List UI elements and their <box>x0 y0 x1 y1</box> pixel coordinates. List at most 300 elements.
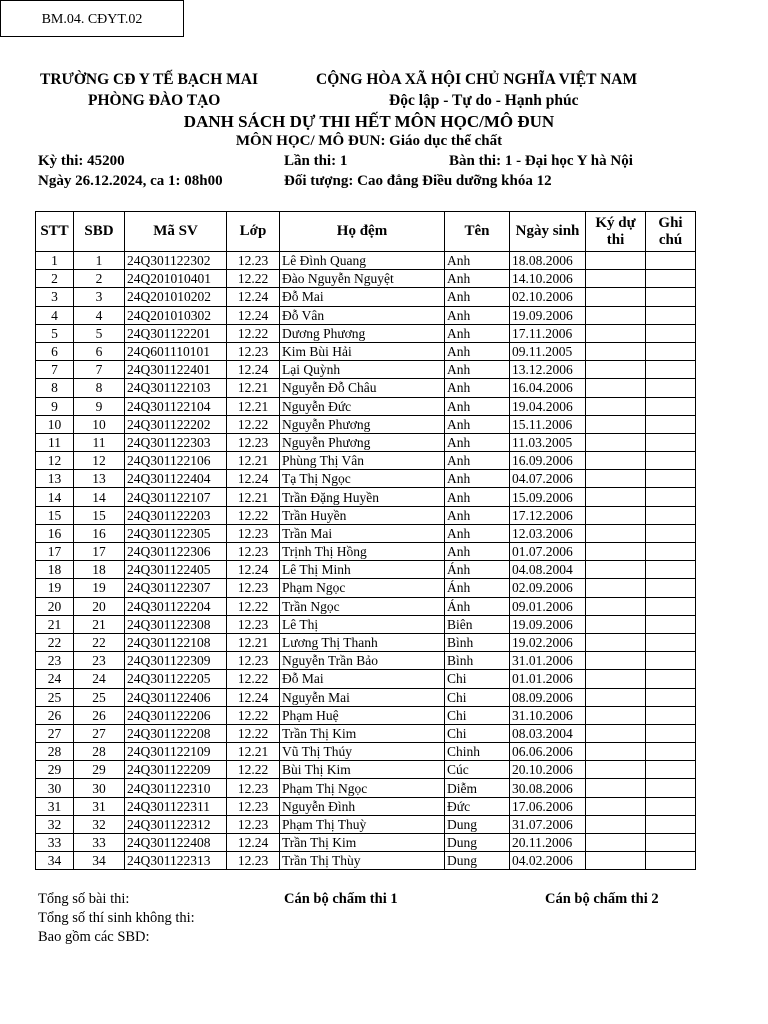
cell-student-id: 24Q301122204 <box>125 597 227 615</box>
cell-given-name: Anh <box>445 324 510 342</box>
cell-given-name: Anh <box>445 306 510 324</box>
cell-signature <box>586 524 646 542</box>
cell-student-id: 24Q301122401 <box>125 361 227 379</box>
cell-birthdate: 08.03.2004 <box>510 724 586 742</box>
cell-stt: 5 <box>36 324 74 342</box>
cell-surname: Trịnh Thị Hồng <box>280 543 445 561</box>
cell-student-id: 24Q301122405 <box>125 561 227 579</box>
cell-class: 12.23 <box>227 342 280 360</box>
cell-signature <box>586 670 646 688</box>
cell-signature <box>586 724 646 742</box>
cell-note <box>646 834 696 852</box>
cell-class: 12.23 <box>227 779 280 797</box>
national-motto: Độc lập - Tự do - Hạnh phúc <box>389 92 579 109</box>
cell-student-id: 24Q301122311 <box>125 797 227 815</box>
cell-note <box>646 524 696 542</box>
cell-student-id: 24Q201010401 <box>125 270 227 288</box>
cell-stt: 12 <box>36 452 74 470</box>
cell-surname: Trần Ngọc <box>280 597 445 615</box>
cell-signature <box>586 779 646 797</box>
cell-birthdate: 15.09.2006 <box>510 488 586 506</box>
cell-signature <box>586 615 646 633</box>
table-row <box>36 306 696 324</box>
cell-birthdate: 09.11.2005 <box>510 342 586 360</box>
cell-surname: Phạm Huệ <box>280 706 445 724</box>
cell-stt: 20 <box>36 597 74 615</box>
cell-signature <box>586 361 646 379</box>
cell-sbd: 23 <box>74 652 125 670</box>
cell-note <box>646 597 696 615</box>
cell-student-id: 24Q301122302 <box>125 252 227 270</box>
cell-birthdate: 15.11.2006 <box>510 415 586 433</box>
cell-stt: 4 <box>36 306 74 324</box>
cell-birthdate: 02.10.2006 <box>510 288 586 306</box>
table-row <box>36 815 696 833</box>
cell-note <box>646 415 696 433</box>
cell-surname: Tạ Thị Ngọc <box>280 470 445 488</box>
cell-surname: Đỗ Mai <box>280 288 445 306</box>
cell-signature <box>586 415 646 433</box>
cell-sbd: 34 <box>74 852 125 870</box>
cell-stt: 24 <box>36 670 74 688</box>
cell-birthdate: 06.06.2006 <box>510 743 586 761</box>
cell-note <box>646 543 696 561</box>
cell-signature <box>586 797 646 815</box>
cell-given-name: Anh <box>445 379 510 397</box>
cell-student-id: 24Q301122307 <box>125 579 227 597</box>
cell-class: 12.22 <box>227 670 280 688</box>
cell-signature <box>586 834 646 852</box>
document-title: DANH SÁCH DỰ THI HẾT MÔN HỌC/MÔ ĐUN <box>183 112 555 131</box>
cell-note <box>646 688 696 706</box>
cell-note <box>646 579 696 597</box>
table-row <box>36 397 696 415</box>
cell-surname: Phùng Thị Vân <box>280 452 445 470</box>
cell-birthdate: 19.02.2006 <box>510 633 586 651</box>
cell-stt: 22 <box>36 633 74 651</box>
cell-signature <box>586 470 646 488</box>
cell-surname: Trần Thị Kim <box>280 834 445 852</box>
cell-sbd: 1 <box>74 252 125 270</box>
cell-birthdate: 18.08.2006 <box>510 252 586 270</box>
cell-signature <box>586 815 646 833</box>
table-row <box>36 688 696 706</box>
cell-signature <box>586 688 646 706</box>
cell-surname: Kim Bùi Hải <box>280 342 445 360</box>
cell-stt: 10 <box>36 415 74 433</box>
cell-given-name: Chi <box>445 670 510 688</box>
cell-signature <box>586 452 646 470</box>
candidate-table <box>35 211 696 870</box>
cell-surname: Trần Thị Thùy <box>280 852 445 870</box>
cell-class: 12.24 <box>227 361 280 379</box>
cell-sbd: 27 <box>74 724 125 742</box>
cell-birthdate: 01.07.2006 <box>510 543 586 561</box>
cell-surname: Nguyễn Phương <box>280 415 445 433</box>
cell-sbd: 3 <box>74 288 125 306</box>
cell-sbd: 32 <box>74 815 125 833</box>
cell-surname: Trần Đặng Huyền <box>280 488 445 506</box>
cell-given-name: Diễm <box>445 779 510 797</box>
cell-birthdate: 09.01.2006 <box>510 597 586 615</box>
cell-surname: Lê Thị <box>280 615 445 633</box>
table-header-row <box>36 212 696 252</box>
cell-class: 12.23 <box>227 524 280 542</box>
cell-note <box>646 379 696 397</box>
cell-student-id: 24Q301122310 <box>125 779 227 797</box>
cell-surname: Trần Huyền <box>280 506 445 524</box>
department-name: PHÒNG ĐÀO TẠO <box>88 92 221 109</box>
cell-birthdate: 12.03.2006 <box>510 524 586 542</box>
cell-class: 12.21 <box>227 452 280 470</box>
cell-note <box>646 488 696 506</box>
cell-given-name: Chi <box>445 724 510 742</box>
cell-note <box>646 561 696 579</box>
cell-stt: 13 <box>36 470 74 488</box>
form-code-box: BM.04. CĐYT.02 <box>0 0 184 37</box>
table-row <box>36 543 696 561</box>
total-papers-label: Tổng số bài thi: <box>38 891 130 907</box>
cell-stt: 18 <box>36 561 74 579</box>
cell-student-id: 24Q301122107 <box>125 488 227 506</box>
col-header-sbd: SBD <box>74 212 125 252</box>
cell-note <box>646 761 696 779</box>
cell-note <box>646 397 696 415</box>
cell-student-id: 24Q301122313 <box>125 852 227 870</box>
col-header-note: Ghi chú <box>646 212 696 252</box>
cell-signature <box>586 761 646 779</box>
cell-surname: Nguyễn Phương <box>280 433 445 451</box>
cell-surname: Lương Thị Thanh <box>280 633 445 651</box>
cell-birthdate: 16.04.2006 <box>510 379 586 397</box>
exam-date: Ngày 26.12.2024, ca 1: 08h00 <box>38 173 223 189</box>
cell-note <box>646 815 696 833</box>
cell-birthdate: 30.08.2006 <box>510 779 586 797</box>
cell-student-id: 24Q601110101 <box>125 342 227 360</box>
cell-signature <box>586 561 646 579</box>
cell-class: 12.23 <box>227 615 280 633</box>
cell-sbd: 17 <box>74 543 125 561</box>
cell-given-name: Anh <box>445 415 510 433</box>
cell-sbd: 2 <box>74 270 125 288</box>
cell-stt: 33 <box>36 834 74 852</box>
cell-surname: Vũ Thị Thúy <box>280 743 445 761</box>
cell-note <box>646 324 696 342</box>
cell-given-name: Ánh <box>445 579 510 597</box>
cell-class: 12.21 <box>227 379 280 397</box>
cell-sbd: 21 <box>74 615 125 633</box>
cell-surname: Phạm Thị Ngọc <box>280 779 445 797</box>
cell-sbd: 7 <box>74 361 125 379</box>
cell-class: 12.24 <box>227 288 280 306</box>
cell-birthdate: 08.09.2006 <box>510 688 586 706</box>
cell-class: 12.24 <box>227 306 280 324</box>
cell-given-name: Cúc <box>445 761 510 779</box>
cell-stt: 3 <box>36 288 74 306</box>
cell-signature <box>586 324 646 342</box>
exam-target: Đối tượng: Cao đẳng Điều dưỡng khóa 12 <box>284 173 552 189</box>
cell-class: 12.24 <box>227 688 280 706</box>
cell-given-name: Dung <box>445 815 510 833</box>
cell-note <box>646 670 696 688</box>
cell-note <box>646 724 696 742</box>
cell-given-name: Chi <box>445 706 510 724</box>
cell-sbd: 24 <box>74 670 125 688</box>
cell-surname: Nguyễn Đỗ Châu <box>280 379 445 397</box>
exam-desk: Bàn thi: 1 - Đại học Y hà Nội <box>449 153 633 169</box>
cell-stt: 28 <box>36 743 74 761</box>
cell-signature <box>586 579 646 597</box>
cell-given-name: Anh <box>445 506 510 524</box>
cell-sbd: 29 <box>74 761 125 779</box>
col-header-student-id: Mã SV <box>125 212 227 252</box>
cell-student-id: 24Q301122306 <box>125 543 227 561</box>
cell-birthdate: 19.09.2006 <box>510 306 586 324</box>
cell-given-name: Anh <box>445 524 510 542</box>
cell-surname: Trần Mai <box>280 524 445 542</box>
cell-class: 12.22 <box>227 597 280 615</box>
cell-note <box>646 852 696 870</box>
cell-stt: 23 <box>36 652 74 670</box>
col-header-signature: Ký dự thi <box>586 212 646 252</box>
cell-note <box>646 452 696 470</box>
cell-birthdate: 01.01.2006 <box>510 670 586 688</box>
cell-birthdate: 17.11.2006 <box>510 324 586 342</box>
cell-surname: Nguyễn Đình <box>280 797 445 815</box>
col-header-surname: Họ đệm <box>280 212 445 252</box>
table-row <box>36 452 696 470</box>
cell-given-name: Anh <box>445 452 510 470</box>
cell-signature <box>586 852 646 870</box>
cell-signature <box>586 706 646 724</box>
cell-student-id: 24Q301122205 <box>125 670 227 688</box>
cell-stt: 26 <box>36 706 74 724</box>
cell-student-id: 24Q301122108 <box>125 633 227 651</box>
cell-signature <box>586 506 646 524</box>
cell-class: 12.22 <box>227 706 280 724</box>
table-row <box>36 706 696 724</box>
cell-surname: Nguyễn Đức <box>280 397 445 415</box>
col-header-class: Lớp <box>227 212 280 252</box>
cell-signature <box>586 270 646 288</box>
cell-birthdate: 14.10.2006 <box>510 270 586 288</box>
cell-class: 12.22 <box>227 506 280 524</box>
cell-sbd: 4 <box>74 306 125 324</box>
cell-signature <box>586 342 646 360</box>
cell-given-name: Anh <box>445 433 510 451</box>
cell-birthdate: 11.03.2005 <box>510 433 586 451</box>
table-row <box>36 561 696 579</box>
cell-given-name: Bình <box>445 633 510 651</box>
table-row <box>36 834 696 852</box>
cell-sbd: 31 <box>74 797 125 815</box>
cell-sbd: 19 <box>74 579 125 597</box>
cell-sbd: 11 <box>74 433 125 451</box>
cell-note <box>646 270 696 288</box>
cell-surname: Đỗ Mai <box>280 670 445 688</box>
cell-given-name: Anh <box>445 470 510 488</box>
cell-sbd: 26 <box>74 706 125 724</box>
cell-birthdate: 02.09.2006 <box>510 579 586 597</box>
cell-stt: 29 <box>36 761 74 779</box>
cell-note <box>646 652 696 670</box>
cell-class: 12.22 <box>227 324 280 342</box>
cell-surname: Đào Nguyễn Nguyệt <box>280 270 445 288</box>
cell-class: 12.23 <box>227 579 280 597</box>
cell-note <box>646 743 696 761</box>
cell-sbd: 15 <box>74 506 125 524</box>
exam-session: Kỳ thi: 45200 <box>38 153 125 169</box>
cell-birthdate: 04.07.2006 <box>510 470 586 488</box>
table-row <box>36 342 696 360</box>
table-row <box>36 852 696 870</box>
cell-sbd: 10 <box>74 415 125 433</box>
cell-note <box>646 288 696 306</box>
cell-student-id: 24Q301122312 <box>125 815 227 833</box>
cell-sbd: 16 <box>74 524 125 542</box>
cell-given-name: Dung <box>445 852 510 870</box>
cell-surname: Phạm Ngọc <box>280 579 445 597</box>
cell-sbd: 20 <box>74 597 125 615</box>
cell-birthdate: 20.10.2006 <box>510 761 586 779</box>
cell-sbd: 5 <box>74 324 125 342</box>
cell-birthdate: 19.09.2006 <box>510 615 586 633</box>
table-row <box>36 506 696 524</box>
cell-sbd: 12 <box>74 452 125 470</box>
cell-student-id: 24Q301122201 <box>125 324 227 342</box>
table-row <box>36 597 696 615</box>
grader-1-label: Cán bộ chấm thi 1 <box>284 891 398 907</box>
cell-student-id: 24Q301122303 <box>125 433 227 451</box>
cell-signature <box>586 306 646 324</box>
cell-stt: 9 <box>36 397 74 415</box>
cell-surname: Trần Thị Kim <box>280 724 445 742</box>
cell-student-id: 24Q301122404 <box>125 470 227 488</box>
cell-note <box>646 361 696 379</box>
cell-stt: 32 <box>36 815 74 833</box>
cell-stt: 14 <box>36 488 74 506</box>
table-body <box>36 252 696 870</box>
cell-class: 12.22 <box>227 270 280 288</box>
cell-stt: 6 <box>36 342 74 360</box>
cell-given-name: Chinh <box>445 743 510 761</box>
cell-sbd: 28 <box>74 743 125 761</box>
cell-class: 12.21 <box>227 397 280 415</box>
cell-surname: Lê Đình Quang <box>280 252 445 270</box>
cell-surname: Phạm Thị Thuỳ <box>280 815 445 833</box>
cell-signature <box>586 397 646 415</box>
cell-student-id: 24Q301122206 <box>125 706 227 724</box>
cell-signature <box>586 652 646 670</box>
cell-class: 12.21 <box>227 633 280 651</box>
table-row <box>36 470 696 488</box>
cell-note <box>646 506 696 524</box>
cell-note <box>646 433 696 451</box>
grader-2-label: Cán bộ chấm thi 2 <box>545 891 659 907</box>
col-header-given-name: Tên <box>445 212 510 252</box>
republic-heading: CỘNG HÒA XÃ HỘI CHỦ NGHĨA VIỆT NAM <box>316 71 638 88</box>
cell-given-name: Anh <box>445 270 510 288</box>
table-row <box>36 415 696 433</box>
cell-stt: 15 <box>36 506 74 524</box>
cell-class: 12.22 <box>227 415 280 433</box>
cell-surname: Lại Quỳnh <box>280 361 445 379</box>
cell-student-id: 24Q301122308 <box>125 615 227 633</box>
cell-student-id: 24Q301122406 <box>125 688 227 706</box>
cell-given-name: Anh <box>445 288 510 306</box>
table-row <box>36 652 696 670</box>
cell-given-name: Ánh <box>445 597 510 615</box>
cell-class: 12.24 <box>227 561 280 579</box>
table-row <box>36 288 696 306</box>
cell-student-id: 24Q301122209 <box>125 761 227 779</box>
cell-class: 12.23 <box>227 652 280 670</box>
cell-class: 12.23 <box>227 852 280 870</box>
cell-given-name: Anh <box>445 543 510 561</box>
cell-sbd: 22 <box>74 633 125 651</box>
cell-given-name: Đức <box>445 797 510 815</box>
cell-stt: 31 <box>36 797 74 815</box>
cell-student-id: 24Q301122408 <box>125 834 227 852</box>
absent-ids-label: Bao gồm các SBD: <box>38 929 150 945</box>
cell-stt: 7 <box>36 361 74 379</box>
cell-student-id: 24Q301122309 <box>125 652 227 670</box>
cell-stt: 27 <box>36 724 74 742</box>
cell-student-id: 24Q301122208 <box>125 724 227 742</box>
cell-class: 12.24 <box>227 834 280 852</box>
cell-surname: Nguyễn Mai <box>280 688 445 706</box>
table-row <box>36 779 696 797</box>
absent-count-label: Tổng số thí sinh không thi: <box>38 910 195 926</box>
cell-given-name: Ánh <box>445 561 510 579</box>
cell-sbd: 13 <box>74 470 125 488</box>
cell-sbd: 14 <box>74 488 125 506</box>
cell-signature <box>586 379 646 397</box>
cell-sbd: 8 <box>74 379 125 397</box>
cell-birthdate: 04.02.2006 <box>510 852 586 870</box>
cell-sbd: 6 <box>74 342 125 360</box>
table-row <box>36 252 696 270</box>
cell-birthdate: 13.12.2006 <box>510 361 586 379</box>
cell-note <box>646 633 696 651</box>
cell-note <box>646 797 696 815</box>
exam-attempt: Lần thi: 1 <box>284 153 348 169</box>
cell-note <box>646 342 696 360</box>
table-row <box>36 379 696 397</box>
cell-class: 12.21 <box>227 743 280 761</box>
table-row <box>36 579 696 597</box>
cell-given-name: Bình <box>445 652 510 670</box>
cell-surname: Bùi Thị Kim <box>280 761 445 779</box>
table-row <box>36 615 696 633</box>
cell-stt: 19 <box>36 579 74 597</box>
cell-surname: Dương Phương <box>280 324 445 342</box>
cell-sbd: 9 <box>74 397 125 415</box>
cell-stt: 17 <box>36 543 74 561</box>
cell-signature <box>586 252 646 270</box>
cell-sbd: 30 <box>74 779 125 797</box>
school-name: TRƯỜNG CĐ Y TẾ BẠCH MAI <box>40 71 259 88</box>
cell-given-name: Chi <box>445 688 510 706</box>
cell-given-name: Anh <box>445 361 510 379</box>
cell-student-id: 24Q201010302 <box>125 306 227 324</box>
cell-student-id: 24Q301122305 <box>125 524 227 542</box>
cell-given-name: Dung <box>445 834 510 852</box>
cell-stt: 2 <box>36 270 74 288</box>
table-row <box>36 670 696 688</box>
cell-stt: 8 <box>36 379 74 397</box>
cell-note <box>646 470 696 488</box>
